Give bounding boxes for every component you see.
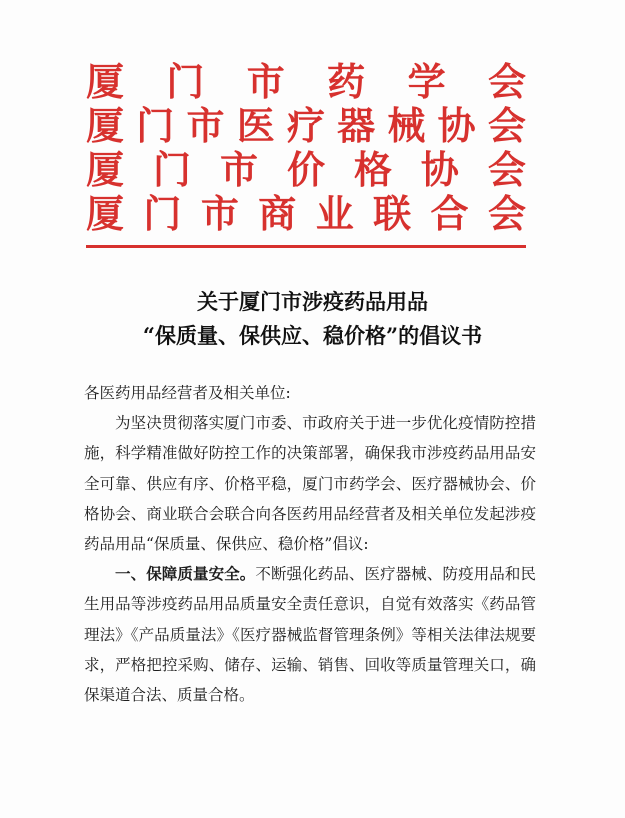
org-name-char: 会	[487, 103, 526, 148]
org-name-char: 市	[200, 191, 239, 236]
org-name-char: 格	[353, 147, 392, 192]
org-name-char: 疗	[286, 103, 325, 148]
section-1-heading: 一、保障质量安全。	[115, 564, 256, 584]
org-name-char: 药	[327, 59, 366, 104]
org-name-char: 协	[437, 103, 476, 148]
document-body	[84, 378, 536, 710]
salutation: 各医药用品经营者及相关单位:	[84, 384, 291, 402]
section-1-paragraph	[84, 559, 536, 710]
org-name-char: 会	[487, 147, 526, 192]
org-name-char: 门	[143, 191, 182, 236]
org-name-char: 价	[286, 147, 325, 192]
org-name-char: 市	[219, 147, 258, 192]
org-name-char: 门	[166, 59, 205, 104]
intro-paragraph: 为坚决贯彻落实厦门市委、市政府关于进一步优化疫情防控措施，科学精准做好防控工作的决策部署，确保我市涉疫药品用品安全可靠、供应有序、价格平稳，厦门市药学会、医疗器械协会、价格协会、商业联合会联合向各医药用品经营者及相关单位发起涉疫药品用品“保质量、保供应、稳价格”倡议:	[84, 414, 536, 554]
section-1-text: 不断强化药品、医疗器械、防疫用品和民生用品等涉疫药品用品质量安全责任意识，自觉有效落实《药品管理法》《产品质量法》《医疗器械监督管理条例》等相关法律法规要求，严格把控采购、储存、运输、销售、回收等质量管理关口，确保渠道合法、质量合格。	[84, 565, 536, 705]
org-name-char: 械	[387, 103, 426, 148]
org-line-3	[86, 148, 526, 192]
org-line-1	[86, 60, 526, 104]
org-name-char: 厦	[86, 59, 125, 104]
org-name-char: 厦	[86, 103, 125, 148]
org-name-char: 联	[373, 191, 412, 236]
org-name-char: 协	[420, 147, 459, 192]
org-name-char: 器	[337, 103, 376, 148]
document-title-line-1: 关于厦门市涉疫药品用品	[197, 289, 428, 314]
org-line-2	[86, 104, 526, 148]
org-name-char: 厦	[86, 191, 125, 236]
org-name-char: 市	[186, 103, 225, 148]
org-name-char: 商	[258, 191, 297, 236]
org-line-4	[86, 192, 526, 236]
org-name-char: 医	[236, 103, 275, 148]
org-name-char: 会	[487, 59, 526, 104]
org-name-char: 门	[136, 103, 175, 148]
org-name-char: 会	[487, 191, 526, 236]
org-name-char: 学	[407, 59, 446, 104]
org-name-char: 门	[152, 147, 191, 192]
org-name-char: 市	[246, 59, 285, 104]
issuing-organizations	[86, 60, 526, 236]
org-name-char: 厦	[86, 147, 125, 192]
org-name-char: 业	[315, 191, 354, 236]
red-divider-rule	[86, 245, 526, 248]
org-name-char: 合	[430, 191, 469, 236]
document-title-line-2: “保质量、保供应、稳价格”的倡议书	[142, 323, 483, 348]
